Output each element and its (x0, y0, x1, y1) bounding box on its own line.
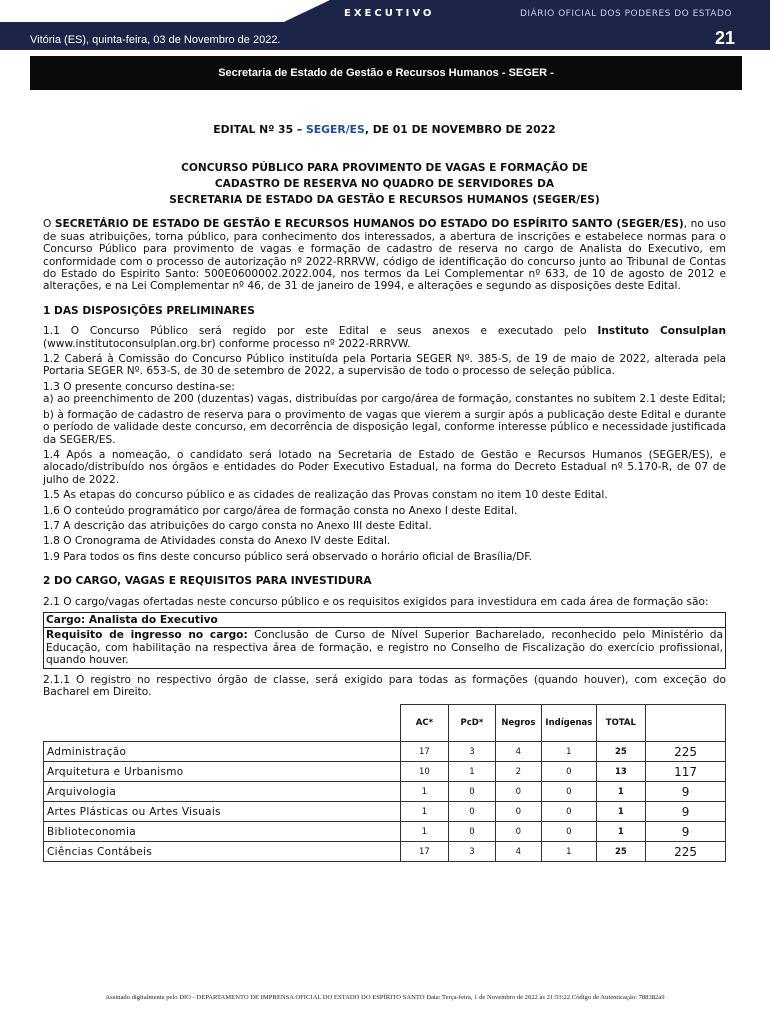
row-extra: 225 (646, 842, 726, 862)
requirement-label: Requisito de ingresso no cargo: (46, 629, 248, 642)
row-negros: 4 (495, 742, 541, 762)
row-indigenas: 1 (542, 842, 596, 862)
table-row (44, 822, 726, 842)
page-number: 21 (715, 28, 736, 48)
header-ac: AC* (400, 705, 449, 742)
cargo-box (43, 612, 726, 669)
row-total: 1 (596, 822, 646, 842)
item-1-8: 1.8 O Cronograma de Atividades consta do Anexo IV deste Edital. (43, 535, 391, 548)
item-1-4: 1.4 Após a nomeação, o candidato será lotado na Secretaria de Estado de Gestão e Recursos Humanos (SEGER/ES), e alocado/distribuído nos órgãos e entidades do Poder Executivo Estadual, na forma do Decreto Estadual nº 5.170-R, de 07 de julho de 2022. (43, 448, 726, 486)
row-indigenas: 0 (542, 782, 596, 802)
row-extra: 9 (646, 802, 726, 822)
item-1-1-url: (www.institutoconsulplan.org.br) conforme processo nº 2022-RRRVW. (43, 337, 411, 350)
table-row (44, 782, 726, 802)
row-total: 1 (596, 782, 646, 802)
row-pcd: 1 (449, 762, 495, 782)
subtitle-line-1: CONCURSO PÚBLICO PARA PROVIMENTO DE VAGAS E FORMAÇÃO DE (181, 162, 588, 175)
row-total: 13 (596, 762, 646, 782)
header-accent (0, 0, 330, 22)
header-date: Vitória (ES), quinta-feira, 03 de Novembro de 2022. (30, 34, 281, 46)
row-total: 25 (596, 742, 646, 762)
header-publication: DIÁRIO OFICIAL DOS PODERES DO ESTADO (520, 9, 732, 19)
intro-rest: , no uso de suas atribuições, torna público, para conhecimento dos interessados, a abertura de inscrições e estabelece normas para o Concurso Público para provimento de vagas e formação de cadastro de reserva no cargo de Analista do Executivo, em conformidade com o processo de autorização nº 2022-RRRVW, código de identificação do concurso junto ao Tribunal de Contas do Estado do Espirito Santo: 500E0600002.2022.004, nos termos da Lei Complementar nº 633, de 10 de agosto de 2012 e alterações, e na Lei Complementar nº 46, de 31 de janeiro de 1994, e alterações e segundo as disposições deste Edital. (43, 218, 726, 293)
signature-footer: Assinado digitalmente pelo DIO - DEPARTAMENTO DE IMPRENSA OFICIAL DO ESTADO DO ESPÍRITO SANTO Data: Terça-feira, 1 de Novembro de 2022 às 21:53:22 Código de Autenticação: 788382a9 (105, 994, 665, 1001)
table-row (44, 742, 726, 762)
item-2-1-1: 2.1.1 O registro no respectivo órgão de classe, será exigido para todas as formações (quando houver), com exceção do Bacharel em Direito. (43, 673, 726, 698)
subtitle-line-2: CADASTRO DE RESERVA NO QUADRO DE SERVIDORES DA (214, 178, 555, 191)
title-org: SEGER/ES (306, 123, 365, 136)
row-ac: 1 (400, 782, 449, 802)
header-area (44, 705, 401, 742)
row-pcd: 0 (449, 782, 495, 802)
item-1-3: 1.3 O presente concurso destina-se: (43, 380, 235, 393)
row-total: 25 (596, 842, 646, 862)
title-suffix: , DE 01 DE NOVEMBRO DE 2022 (364, 123, 556, 136)
row-pcd: 3 (449, 742, 495, 762)
row-pcd: 3 (449, 842, 495, 862)
edital-subtitle (43, 160, 726, 208)
edital-title (43, 124, 726, 136)
edital-body (43, 120, 726, 862)
row-negros: 4 (495, 842, 541, 862)
section-2-heading: 2 DO CARGO, VAGAS E REQUISITOS PARA INVESTIDURA (43, 575, 372, 588)
item-1-1-executor: Instituto Consulplan (597, 325, 726, 338)
header-negros: Negros (495, 705, 541, 742)
section-1-heading: 1 DAS DISPOSIÇÕES PRELIMINARES (43, 304, 255, 317)
row-extra: 9 (646, 782, 726, 802)
header-pcd: PcD* (449, 705, 495, 742)
row-indigenas: 0 (542, 802, 596, 822)
table-header-row (44, 705, 726, 742)
row-ac: 17 (400, 742, 449, 762)
row-negros: 2 (495, 762, 541, 782)
row-indigenas: 0 (542, 822, 596, 842)
table-row (44, 842, 726, 862)
item-1-2: 1.2 Caberá à Comissão do Concurso Público instituída pela Portaria SEGER Nº. 385-S, de 19 de maio de 2022, alterada pela Portaria SEGER Nº. 653-S, de 30 de setembro de 2022, a supervisão de todo o processo de seleção pública. (43, 353, 726, 378)
intro-paragraph (43, 218, 726, 292)
row-ac: 17 (400, 842, 449, 862)
row-extra: 117 (646, 762, 726, 782)
page-header (0, 0, 770, 50)
requirement-text: Conclusão de Curso de Nível Superior Bacharelado, reconhecido pelo Ministério da Educação, com habilitação na respectiva área de formação, e registro no Conselho de Fiscalização do exercício profissional, quando houver. (46, 629, 723, 667)
row-area: Ciências Contábeis (44, 842, 401, 862)
row-extra: 225 (646, 742, 726, 762)
header-indigenas: Indígenas (542, 705, 596, 742)
item-1-3-b: b) à formação de cadastro de reserva para o provimento de vagas que vierem a surgir após a publicação deste Edital e durante o período de validade deste concurso, em decorrência de disposição legal, conforme interesse público e necessidade justificada da SEGER/ES. (43, 408, 726, 446)
row-area: Arquitetura e Urbanismo (44, 762, 401, 782)
intro-lead: O (43, 218, 52, 231)
cargo-requirement (44, 628, 725, 667)
item-1-7: 1.7 A descrição das atribuições do cargo consta no Anexo III deste Edital. (43, 519, 432, 532)
subtitle-line-3: SECRETARIA DE ESTADO DA GESTÃO E RECURSOS HUMANOS (SEGER/ES) (169, 194, 600, 207)
item-2-1: 2.1 O cargo/vagas ofertadas neste concurso público e os requisitos exigidos para investidura em cada área de formação são: (43, 595, 709, 608)
row-indigenas: 0 (542, 762, 596, 782)
row-area: Arquivologia (44, 782, 401, 802)
row-indigenas: 1 (542, 742, 596, 762)
row-area: Biblioteconomia (44, 822, 401, 842)
header-extra (646, 705, 726, 742)
table-row (44, 762, 726, 782)
header-section-label: EXECUTIVO (344, 8, 435, 19)
row-area: Administração (44, 742, 401, 762)
row-pcd: 0 (449, 802, 495, 822)
title-prefix: EDITAL Nº 35 – (213, 123, 303, 136)
item-1-1 (43, 325, 726, 350)
row-negros: 0 (495, 822, 541, 842)
header-total: TOTAL (596, 705, 646, 742)
vacancy-table (43, 704, 726, 862)
table-row (44, 802, 726, 822)
row-pcd: 0 (449, 822, 495, 842)
item-1-9: 1.9 Para todos os fins deste concurso público será observado o horário oficial de Brasília/DF. (43, 550, 533, 563)
cargo-label: Cargo: Analista do Executivo (44, 613, 725, 628)
item-1-5: 1.5 As etapas do concurso público e as cidades de realização das Provas constam no item 10 deste Edital. (43, 489, 608, 502)
row-negros: 0 (495, 782, 541, 802)
row-ac: 1 (400, 822, 449, 842)
row-ac: 10 (400, 762, 449, 782)
row-extra: 9 (646, 822, 726, 842)
row-total: 1 (596, 802, 646, 822)
secretariat-title-bar: Secretaria de Estado de Gestão e Recursos Humanos - SEGER - (30, 56, 742, 90)
intro-bold: SECRETÁRIO DE ESTADO DE GESTÃO E RECURSOS HUMANOS DO ESTADO DO ESPÍRITO SANTO (SEGER/ES) (54, 218, 684, 231)
item-1-1-text: 1.1 O Concurso Público será regido por este Edital e seus anexos e executado pelo (43, 325, 587, 338)
row-area: Artes Plásticas ou Artes Visuais (44, 802, 401, 822)
item-1-3-a: a) ao preenchimento de 200 (duzentas) vagas, distribuídas por cargo/área de formação, constantes no subitem 2.1 deste Edital; (43, 393, 726, 406)
item-1-6: 1.6 O conteúdo programático por cargo/área de formação consta no Anexo I deste Edital. (43, 504, 518, 517)
row-negros: 0 (495, 802, 541, 822)
row-ac: 1 (400, 802, 449, 822)
